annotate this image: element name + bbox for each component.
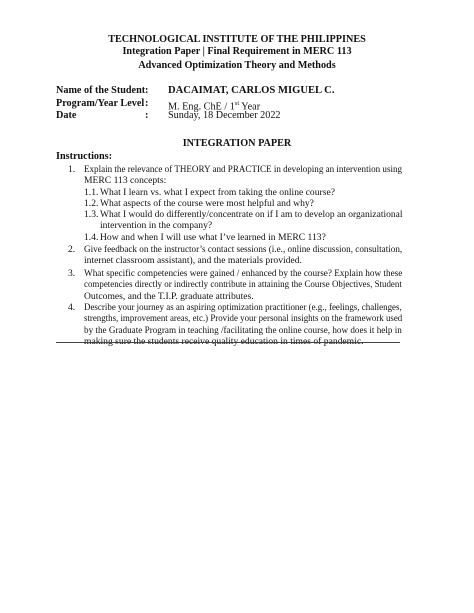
item-line: Outcomes, and the T.I.P. graduate attributes. bbox=[84, 290, 254, 302]
program-value-suffix: Year bbox=[239, 101, 261, 113]
date-label: Date bbox=[56, 110, 77, 121]
horizontal-divider bbox=[56, 342, 400, 343]
item-number: 2. bbox=[68, 244, 76, 255]
subitem-number: 1.3. bbox=[84, 209, 99, 220]
program-label: Program/Year Level bbox=[56, 98, 145, 109]
item-line: What specific competencies were gained / enhanced by the course? Explain how these bbox=[84, 268, 403, 279]
item-line: Explain the relevance of THEORY and PRACTICE in developing an intervention using bbox=[84, 164, 403, 175]
item-line: MERC 113 concepts: bbox=[84, 175, 167, 187]
colon: : bbox=[145, 85, 149, 96]
item-line: Give feedback on the instructor’s contact sessions (i.e., online discussion, consultation, bbox=[84, 244, 403, 255]
program-value-prefix: M. Eng. ChE / 1 bbox=[168, 101, 235, 113]
course-heading: Advanced Optimization Theory and Methods bbox=[138, 60, 336, 71]
item-line: by the Graduate Program in teaching /facilitating the online course, how does it help in bbox=[84, 324, 402, 336]
subitem-number: 1.2. bbox=[84, 198, 99, 209]
subitem-number: 1.4. bbox=[84, 232, 99, 243]
item-line: making sure the students receive quality education in times of pandemic. bbox=[84, 336, 364, 348]
item-number: 3. bbox=[68, 268, 76, 279]
item-line: What I would do differently/concentrate on if I am to develop an organizational bbox=[100, 209, 403, 220]
document-title: INTEGRATION PAPER bbox=[182, 138, 292, 149]
program-value-sup: st bbox=[234, 100, 240, 107]
item-line: How and when I will use what I’ve learned in MERC 113? bbox=[100, 232, 326, 243]
item-number: 4. bbox=[68, 302, 76, 313]
item-line: competencies directly or indirectly contribute in attaining the Course Objectives, Student bbox=[84, 279, 402, 291]
item-line: Describe your journey as an aspiring optimization practitioner (e.g., feelings, challenges, bbox=[84, 302, 402, 313]
item-line: internet classroom assistant), and the materials provided. bbox=[84, 255, 302, 267]
instructions-label: Instructions: bbox=[56, 151, 113, 162]
date-value: Sunday, 18 December 2022 bbox=[168, 110, 281, 121]
paper-heading: Integration Paper | Final Requirement in MERC 113 bbox=[122, 46, 352, 57]
item-line: What I learn vs. what I expect from taking the online course? bbox=[100, 187, 335, 198]
student-name-label: Name of the Student bbox=[56, 85, 146, 96]
item-number: 1. bbox=[68, 164, 76, 175]
item-line: strengths, improvement areas, etc.) Provide your personal insights on the framework used bbox=[84, 313, 403, 325]
student-name-value: DACAIMAT, CARLOS MIGUEL C. bbox=[168, 85, 335, 96]
colon: : bbox=[145, 98, 149, 109]
institution-heading: TECHNOLOGICAL INSTITUTE OF THE PHILIPPINES bbox=[108, 34, 366, 45]
colon: : bbox=[145, 110, 149, 121]
item-line: intervention in the company? bbox=[100, 220, 213, 232]
item-line: What aspects of the course were most helpful and why? bbox=[100, 198, 314, 209]
subitem-number: 1.1. bbox=[84, 187, 99, 198]
